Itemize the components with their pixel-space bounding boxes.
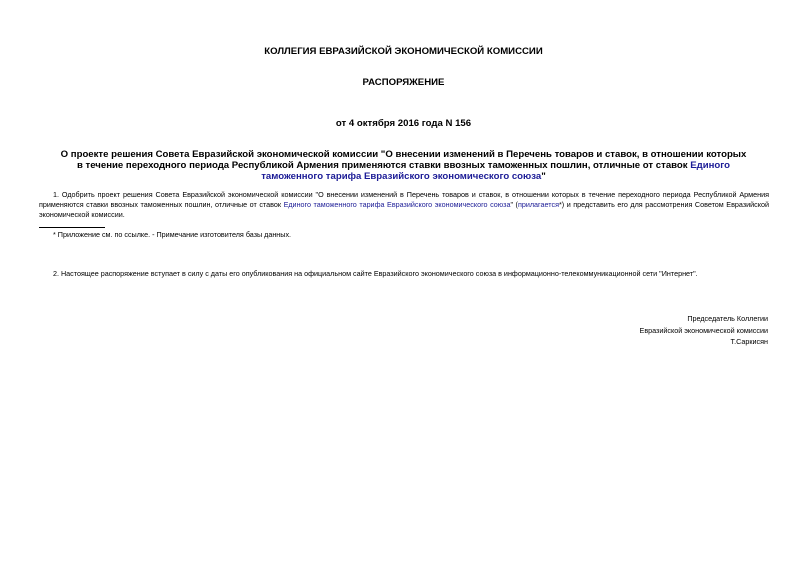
paragraph-2: 2. Настоящее распоряжение вступает в силу с даты его опубликования на официальном сайте Евразийского экономического союза в информационно-телекоммуникационной сети "Интернет". <box>53 269 698 278</box>
subject-text-end: " <box>541 171 546 182</box>
org-title: КОЛЛЕГИЯ ЕВРАЗИЙСКОЙ ЭКОНОМИЧЕСКОЙ КОМИССИИ <box>264 46 543 57</box>
signature-organization: Евразийской экономической комиссии <box>639 325 768 335</box>
subject-tariff-link[interactable]: Единого таможенного тарифа Евразийского экономического союза <box>261 160 731 182</box>
signature-name: Т.Саркисян <box>730 337 768 346</box>
document-type: РАСПОРЯЖЕНИЕ <box>362 77 445 88</box>
paragraph-1-tariff-link[interactable]: Единого таможенного тарифа Евразийского экономического союза <box>283 200 511 209</box>
document-subject <box>58 149 749 182</box>
footnote: * Приложение см. по ссылке. - Примечание изготовителя базы данных. <box>53 230 292 239</box>
paragraph-1 <box>39 190 769 220</box>
signature-block <box>640 313 768 348</box>
footnote-divider <box>39 227 105 228</box>
paragraph-1-text: 1. Одобрить проект решения Совета Евразийской экономической комиссии "О внесении изменений в Перечень товаров и ставок, в отношении которых в течение переходного периода Республикой Армения применяются ставки ввозных таможенных пошлин, отличные от ставок <box>39 190 769 209</box>
signature-position: Председатель Коллегии <box>687 314 768 323</box>
paragraph-1-text-middle: " ( <box>510 200 518 209</box>
subject-text: О проекте решения Совета Евразийской экономической комиссии "О внесении изменений в Перечень товаров и ставок, в отношении которых в течение переходного периода Республикой Армения применяются ставки ввозных таможенных пошлин, отличные от ставок <box>60 149 747 171</box>
document-date-number: от 4 октября 2016 года N 156 <box>335 118 472 129</box>
paragraph-1-appendix-link[interactable]: прилагается <box>517 200 559 209</box>
paragraph-1-text-end: *) и представить его для рассмотрения Советом Евразийской экономической комиссии. <box>39 200 769 219</box>
